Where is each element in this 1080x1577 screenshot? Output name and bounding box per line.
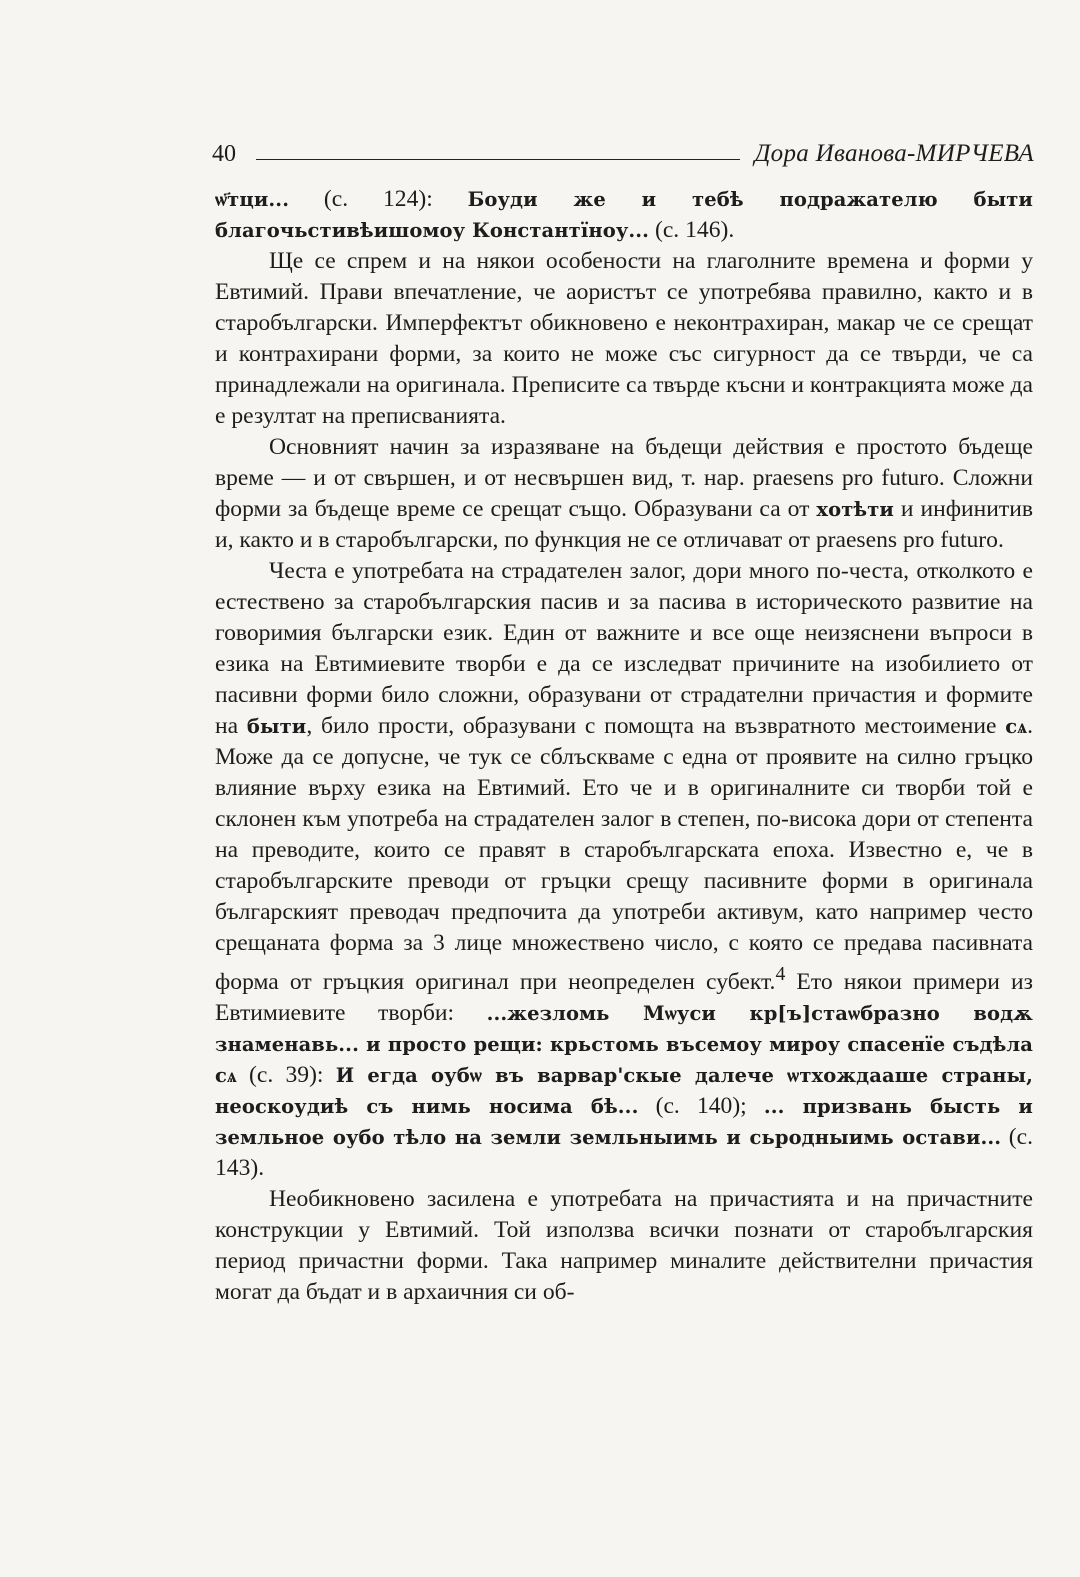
church-slavonic-quote: ...жезломь Мѡуси кр[ъ]стаѡбразно водѫ знаменавь... и просто рещи: крьстомь въсемоу мироу спасенїе съдѣла сѧ [215, 1001, 1033, 1087]
text-run: Честа е употребата на страдателен залог, дори много по-честа, отколкото е естествено за старобългарския пасив и за пасива в историческото развитие на говоримия български език. Един от важните и все още неизяснени въпроси в езика на Евтимиевите творби е да се изследват причините на изобилието от пасивни форми било сложни, образувани от страдателни причастия и формите на [215, 558, 1033, 739]
church-slavonic-quote: быти [246, 715, 307, 738]
paragraph [215, 556, 1033, 1184]
paragraph [215, 432, 1033, 556]
paragraph [215, 184, 1033, 246]
text-run: и инфинитив и, както и в старобългарски, по функция не се отличават от praesens pro futuro. [215, 496, 1034, 553]
text-run: Ще се спрем и на някои особености на глаголните времена и форми у Евтимий. Прави впечатление, че аористът се употребява правилно, както и в старобългарски. Имперфектът обикновено е неконтрахиран, макар че се срещат и контрахирани форми, за които не може със сигурност да се твърди, че са принадлежали на оригинала. Преписите са твърде късни и контракцията може да е резултат на преписванията. [215, 248, 1033, 429]
church-slavonic-quote: ... призвань бысть и земльное оубо тѣло на земли земльныимь и сьродныимь остави... [215, 1094, 1033, 1149]
page-number: 40 [212, 141, 236, 167]
paragraph [215, 246, 1033, 432]
church-slavonic-quote: Боуди же и тебѣ подражателю быти благочьстивѣишомоу Константїноу... [215, 188, 1033, 242]
church-slavonic-quote: сѧ [1005, 715, 1028, 738]
body-text [215, 184, 1033, 1308]
running-title: Дора Иванова-МИРЧЕВА [754, 140, 1034, 167]
text-run: , било прости, образувани с помощта на възвратното местоимение [306, 713, 1006, 739]
text-run: Необикновено засилена е употребата на причастията и на причастните конструкции у Евтимий. Той използва всички познати от старобългарския период причастни форми. Така например миналите действителни причастия могат да бъдат и в архаичния си об- [215, 1185, 1033, 1305]
text-run: (с. 140); [638, 1092, 764, 1119]
text-run: (с. 39): [236, 1061, 336, 1088]
text-run: (с. 146). [649, 217, 735, 243]
text-run: Ето някои примери из Евтимиевите творби: [215, 968, 1033, 1026]
church-slavonic-quote: хотѣти [816, 498, 894, 521]
page-header [212, 126, 1034, 166]
text-run: (с. 143). [215, 1123, 1033, 1181]
text-run: Основният начин за изразяване на бъдещи действия е простото бъдеще време — и от свършен, и от несвършен вид, т. нар. praesens pro futuro. Сложни форми за бъдеще време се срещат също. Образувани са от [215, 434, 1033, 522]
paragraph [215, 1184, 1033, 1308]
church-slavonic-quote: И егда оубѡ въ варвар'скые далече ѡтхождааше страны, неоскоудиѣ съ нимь носима бѣ... [215, 1063, 1033, 1118]
header-rule [256, 159, 740, 160]
text-run: . Може да се допусне, че тук се сблъскваме с една от проявите на силно гръцко влияние върху езика на Евтимий. Ето че и в оригиналните си творби той е склонен към употреба на страдателен залог в степен, по-висока дори от степента на преводите, които се правят в старобългарската епоха. Известно е, че в старобългарските преводи от гръцки срещу пасивните форми в оригинала българският преводач предпочита да употреби активум, като например често срещаната форма за 3 лице множествено число, с която се предава пасивната форма от гръцкия оригинал при неопределен субект. [215, 713, 1033, 995]
footnote-marker: 4 [775, 963, 786, 985]
church-slavonic-quote: ѡ҃тци... [215, 188, 290, 211]
text-run: (с. 124): [289, 186, 468, 212]
